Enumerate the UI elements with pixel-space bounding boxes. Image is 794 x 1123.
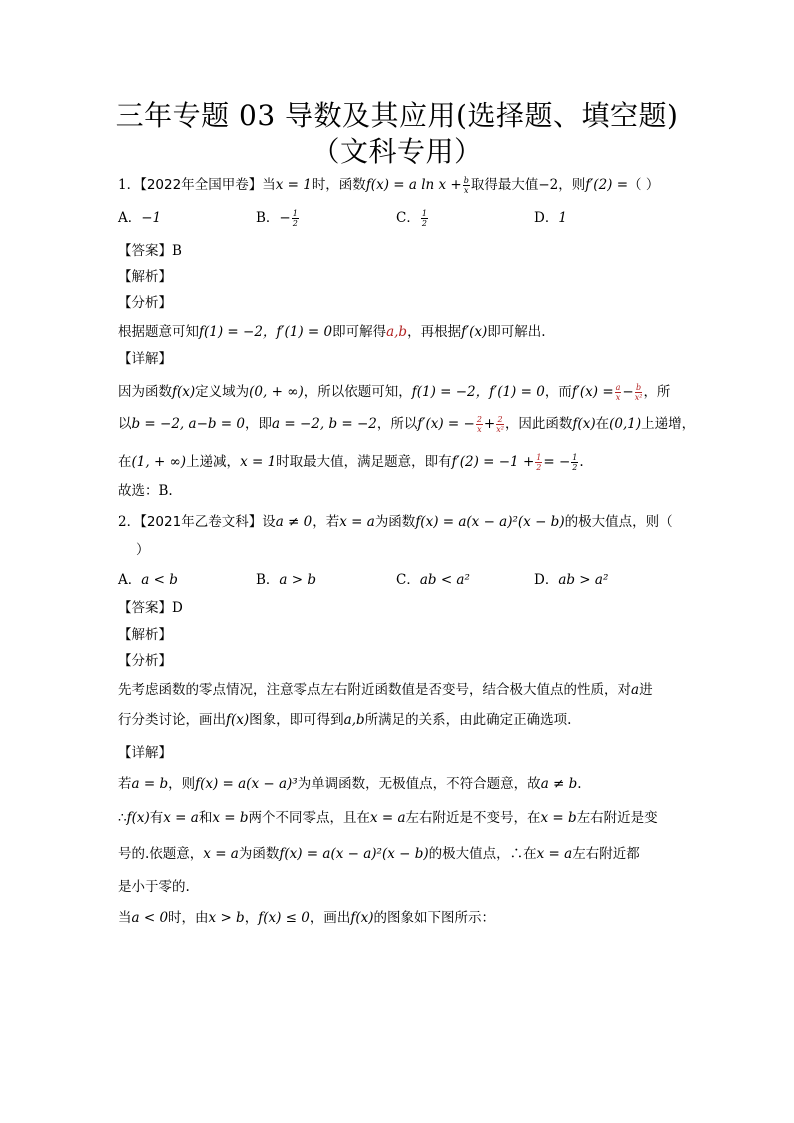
frac-num: 1 bbox=[536, 453, 542, 462]
q1-option-d[interactable] bbox=[534, 207, 567, 229]
math: x = a bbox=[369, 810, 406, 826]
text: 为单调函数，无极值点，不符合题意，故 bbox=[297, 776, 541, 792]
q1-answer: 【答案】B bbox=[118, 243, 182, 259]
math: (0,1) bbox=[609, 416, 642, 432]
math: x = b bbox=[212, 810, 249, 826]
frac-num: 2 bbox=[497, 415, 503, 424]
option-label: A． bbox=[118, 572, 142, 588]
text: ， bbox=[244, 910, 259, 926]
text: 定义域为 bbox=[195, 384, 250, 400]
math: a = b bbox=[131, 776, 169, 792]
text: 先考虑函数的零点情况，注意零点左右附近函数值是否变号，结合极大值点的性质，对 bbox=[118, 682, 631, 698]
math: x = a bbox=[339, 514, 375, 530]
frac bbox=[476, 415, 483, 434]
math: a bbox=[631, 682, 640, 698]
text: 左右附近是不变号，在 bbox=[405, 810, 541, 826]
q1-option-b[interactable] bbox=[256, 207, 300, 229]
q1-xiangjie-heading: 【详解】 bbox=[118, 351, 172, 367]
option-value: − bbox=[279, 210, 291, 226]
q1-math-x1: x = 1 bbox=[275, 177, 312, 193]
text: ，再根据 bbox=[407, 324, 462, 340]
q2-detail-line3 bbox=[118, 843, 640, 865]
q1-jiexi: 【解析】 bbox=[118, 269, 172, 285]
text: 两个不同零点，且在 bbox=[248, 810, 370, 826]
q1-option-c[interactable] bbox=[396, 207, 429, 229]
option-label: D． bbox=[534, 572, 559, 588]
q2-answer: 【答案】D bbox=[118, 600, 183, 616]
text: 的极大值点，∴在 bbox=[428, 846, 537, 862]
q1-frac-bx bbox=[463, 176, 470, 195]
frac-den: x² bbox=[634, 393, 643, 402]
q1-stem-text: 时，函数 bbox=[311, 177, 366, 193]
q2-option-b[interactable] bbox=[256, 569, 316, 591]
math: f(x) bbox=[172, 384, 196, 400]
frac-num: 1 bbox=[292, 209, 298, 218]
math: x = a bbox=[163, 810, 199, 826]
text: ，所 bbox=[643, 384, 671, 400]
math: b = −2, a−b = 0 bbox=[131, 416, 246, 432]
q2-option-a[interactable] bbox=[118, 569, 178, 591]
frac bbox=[535, 453, 542, 472]
option-value: ab > a² bbox=[558, 572, 609, 588]
option-label: B． bbox=[256, 572, 280, 588]
text: 和 bbox=[198, 810, 213, 826]
q2-source: 【2021年乙卷文科】 bbox=[140, 514, 263, 530]
frac-num: 1 bbox=[572, 453, 578, 462]
option-frac bbox=[292, 209, 299, 228]
math: a,b bbox=[343, 712, 365, 728]
q1-source: 【2022年全国甲卷】 bbox=[140, 177, 263, 193]
option-label: D． bbox=[534, 210, 559, 226]
q2-detail-line4: 是小于零的. bbox=[118, 879, 190, 895]
text: 进 bbox=[639, 682, 653, 698]
text: ∴ bbox=[118, 810, 127, 826]
q1-detail-line3 bbox=[118, 451, 584, 473]
text: 因为函数 bbox=[118, 384, 172, 400]
option-value: ab < a² bbox=[419, 572, 470, 588]
frac bbox=[571, 453, 578, 472]
math: f(1) = −2，f′(1) = 0 bbox=[199, 324, 333, 340]
frac bbox=[635, 383, 643, 402]
q1-fenxi-text bbox=[118, 321, 546, 343]
q1-math-f2: f′(2) = bbox=[585, 177, 629, 193]
q1-fenxi-heading: 【分析】 bbox=[118, 295, 172, 311]
option-value: a > b bbox=[279, 572, 317, 588]
text: ，则 bbox=[168, 776, 196, 792]
frac-den: x bbox=[464, 186, 469, 195]
frac-den: 2 bbox=[421, 219, 427, 228]
q2-option-c[interactable] bbox=[396, 569, 470, 591]
text: 设 bbox=[262, 514, 276, 530]
math: + bbox=[483, 416, 496, 432]
q2-jiexi: 【解析】 bbox=[118, 627, 172, 643]
text: 为函数 bbox=[238, 846, 280, 862]
text: 的图象如下图所示： bbox=[373, 910, 495, 926]
text: 左右附近都 bbox=[572, 846, 640, 862]
option-value: a < b bbox=[141, 572, 178, 588]
q1-stem bbox=[118, 174, 659, 196]
q1-detail-line2 bbox=[118, 413, 695, 435]
text: 时取最大值，满足题意，即有 bbox=[276, 454, 452, 470]
text: 即可解得 bbox=[332, 324, 387, 340]
math: f(x) bbox=[226, 712, 250, 728]
text: 上递减， bbox=[186, 454, 241, 470]
page-title: 三年专题 03 导数及其应用(选择题、填空题) bbox=[115, 99, 679, 132]
q1-number: 1． bbox=[118, 177, 141, 193]
page-subtitle: （文科专用） bbox=[311, 135, 483, 168]
q2-number: 2． bbox=[118, 514, 141, 530]
math: x = 1 bbox=[240, 454, 277, 470]
math: = − bbox=[543, 454, 571, 470]
text: ，所以依题可知， bbox=[303, 384, 412, 400]
option-value: 1 bbox=[558, 210, 567, 226]
q1-option-a[interactable] bbox=[118, 207, 161, 229]
math: f(x) bbox=[572, 416, 596, 432]
text: 以 bbox=[118, 416, 132, 432]
q1-stem-text: （ ） bbox=[628, 177, 660, 193]
frac bbox=[496, 415, 504, 434]
text: ，即 bbox=[245, 416, 273, 432]
frac-den: x bbox=[477, 425, 482, 434]
math: x = a bbox=[536, 846, 573, 862]
text: 为函数 bbox=[374, 514, 416, 530]
text: 根据题意可知 bbox=[118, 324, 199, 340]
math: x = a bbox=[203, 846, 239, 862]
option-label: B． bbox=[256, 210, 280, 226]
frac-den: x² bbox=[496, 425, 504, 434]
q1-stem-text: 当 bbox=[262, 177, 276, 193]
frac-num: b bbox=[636, 383, 642, 392]
q2-detail-line2 bbox=[118, 807, 658, 829]
text: 当 bbox=[118, 910, 132, 926]
q2-stem bbox=[118, 511, 673, 533]
q2-xiangjie-heading: 【详解】 bbox=[118, 745, 172, 761]
text: 若 bbox=[118, 776, 132, 792]
text: 在 bbox=[118, 454, 132, 470]
math: f(1) = −2，f′(1) = 0 bbox=[411, 384, 545, 400]
text: 上递增， bbox=[641, 416, 696, 432]
frac bbox=[615, 383, 622, 402]
math: − bbox=[622, 384, 634, 400]
frac-num: 2 bbox=[476, 415, 482, 424]
math: f′(2) = −1 + bbox=[451, 454, 535, 470]
q2-fenxi-line2 bbox=[118, 709, 571, 731]
text: ，若 bbox=[312, 514, 340, 530]
math: f(x) ≤ 0 bbox=[258, 910, 310, 926]
option-label: C． bbox=[396, 572, 420, 588]
option-value: −1 bbox=[141, 210, 162, 226]
text: 所满足的关系，由此确定正确选项. bbox=[364, 712, 572, 728]
math: a = −2, b = −2 bbox=[272, 416, 377, 432]
math: a ≠ b bbox=[540, 776, 578, 792]
frac-den: 2 bbox=[292, 219, 298, 228]
text: . bbox=[579, 454, 584, 470]
frac-num: 1 bbox=[421, 209, 427, 218]
text: ，所以 bbox=[376, 416, 418, 432]
q1-detail-line1 bbox=[118, 381, 670, 403]
text: 图象，即可得到 bbox=[249, 712, 344, 728]
text: . bbox=[577, 776, 582, 792]
q2-fenxi-line1 bbox=[118, 679, 653, 701]
text: 的极大值点，则（ bbox=[564, 514, 673, 530]
text: ，而 bbox=[544, 384, 572, 400]
frac-num: a bbox=[615, 383, 621, 392]
text: ，画出 bbox=[309, 910, 351, 926]
q2-fenxi-heading: 【分析】 bbox=[118, 653, 172, 669]
text: 有 bbox=[149, 810, 164, 826]
frac-den: 2 bbox=[572, 463, 578, 472]
frac-den: 2 bbox=[536, 463, 542, 472]
q2-option-d[interactable] bbox=[534, 569, 608, 591]
math: f′(x) bbox=[461, 324, 488, 340]
option-label: C． bbox=[396, 210, 420, 226]
q1-conclusion: 故选：B. bbox=[118, 483, 173, 499]
q1-stem-text: 取得最大值−2，则 bbox=[470, 177, 586, 193]
frac-den: x bbox=[615, 393, 621, 402]
text: 左右附近是变 bbox=[576, 810, 658, 826]
math: f(x) = a(x − a)²(x − b) bbox=[279, 846, 429, 862]
math: (1, + ∞) bbox=[131, 454, 187, 470]
option-frac bbox=[421, 209, 428, 228]
math: (0, + ∞) bbox=[249, 384, 304, 400]
math: f′(x) = − bbox=[417, 416, 475, 432]
text: 行分类讨论，画出 bbox=[118, 712, 226, 728]
math: a < 0 bbox=[131, 910, 169, 926]
math: a ≠ 0 bbox=[275, 514, 313, 530]
math: f(x) = a(x − a)²(x − b) bbox=[415, 514, 565, 530]
text: 在 bbox=[595, 416, 610, 432]
option-label: A． bbox=[118, 210, 142, 226]
math: x > b bbox=[208, 910, 245, 926]
frac-num: b bbox=[463, 176, 469, 185]
text: 时，由 bbox=[168, 910, 209, 926]
math: f(x) = a(x − a)³ bbox=[195, 776, 298, 792]
math: f′(x) = bbox=[571, 384, 614, 400]
q1-math-fx: f(x) = a ln x + bbox=[365, 177, 462, 193]
math: x = b bbox=[540, 810, 577, 826]
q2-detail-line5 bbox=[118, 907, 495, 929]
text: 即可解出. bbox=[487, 324, 546, 340]
q2-detail-line1 bbox=[118, 773, 582, 795]
math-red: a,b bbox=[386, 324, 408, 340]
math: f(x) bbox=[350, 910, 374, 926]
text: ，因此函数 bbox=[504, 416, 573, 432]
text: 号的.依题意， bbox=[118, 846, 204, 862]
q2-stem-cont: ） bbox=[136, 542, 150, 558]
math: f(x) bbox=[126, 810, 150, 826]
